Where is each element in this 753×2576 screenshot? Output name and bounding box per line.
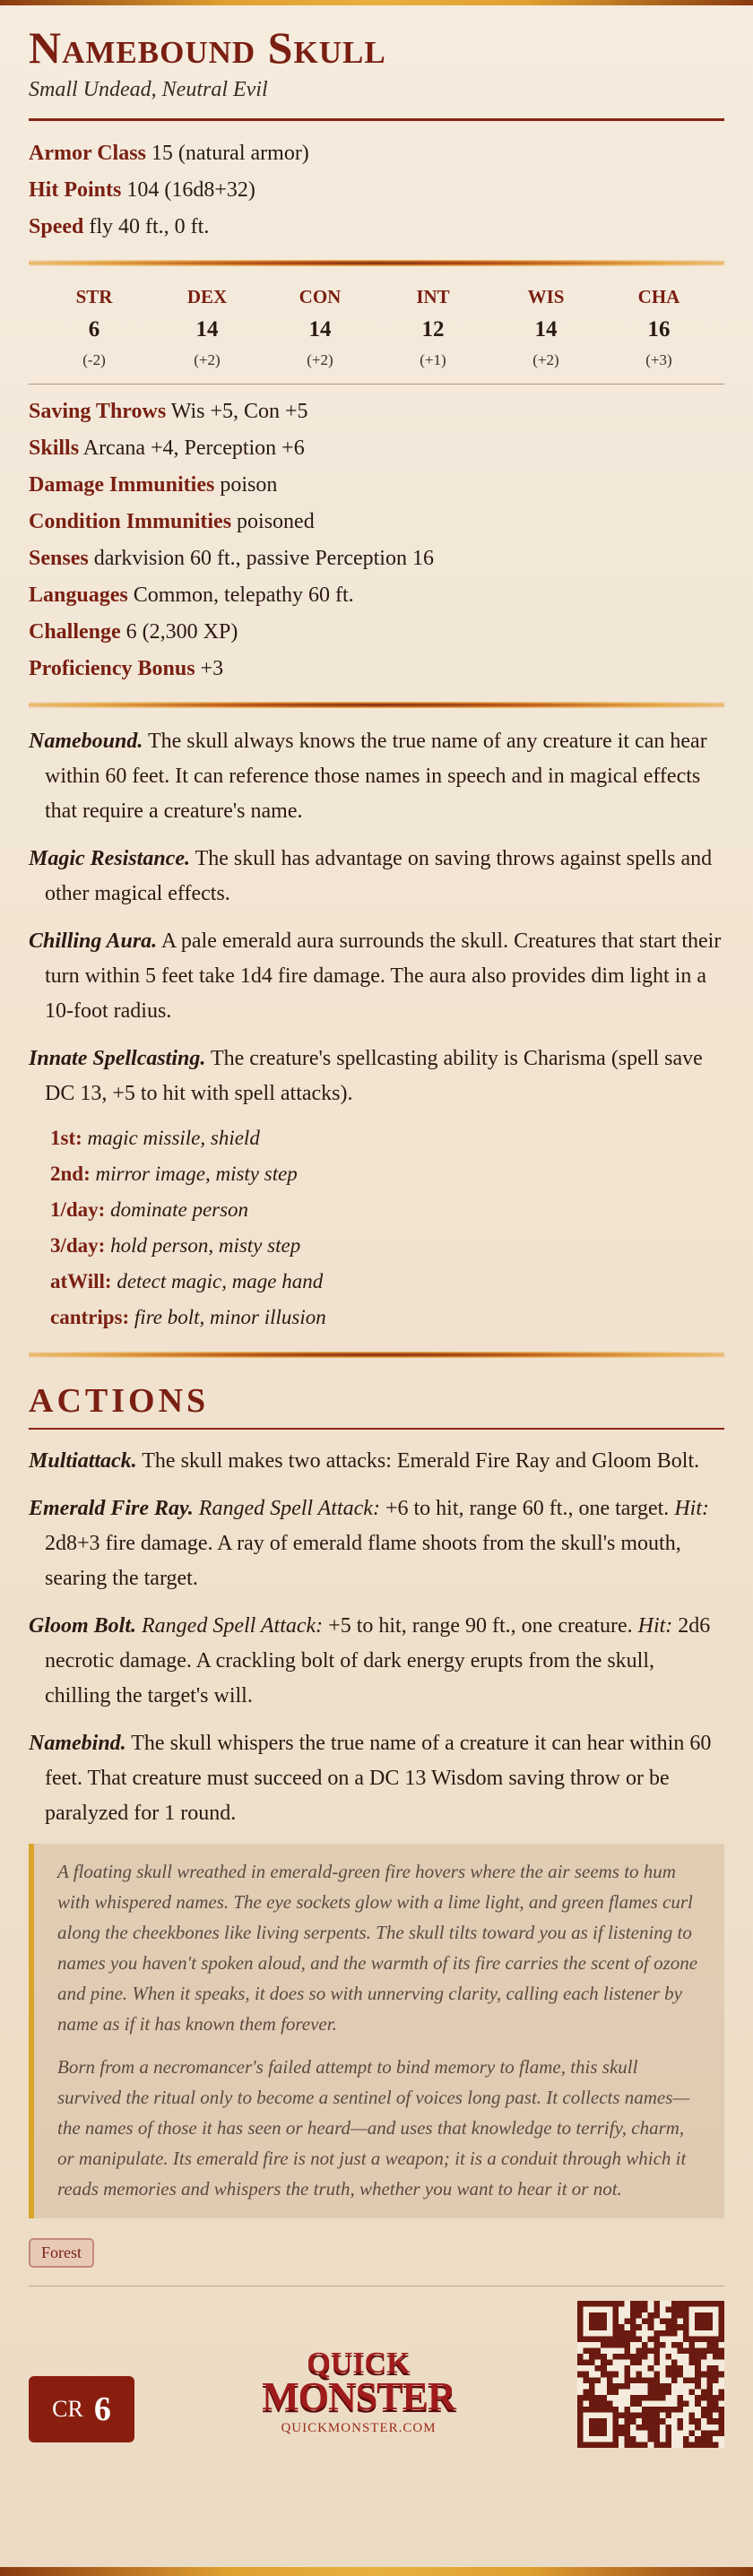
ability-name: CHA <box>637 286 680 307</box>
hit-points-label: Hit Points <box>29 178 122 202</box>
trait-text: The skull has advantage on saving throws against spells and other magical effects. <box>45 847 713 905</box>
ability-score: 14 <box>195 317 219 341</box>
trait-namebound <box>29 724 724 829</box>
detail-label: Damage Immunities <box>29 473 215 497</box>
action-text: The skull whispers the true name of a creature it can hear within 60 feet. That creature must succeed on a DC 13 Wisdom saving throw or be paralyzed for 1 round. <box>45 1732 712 1825</box>
spell-row <box>50 1192 724 1228</box>
ability-modifier: (+3) <box>645 351 672 368</box>
skills <box>29 430 724 467</box>
divider <box>29 1428 724 1430</box>
ability-score: 14 <box>534 317 558 341</box>
detail-label: Condition Immunities <box>29 510 232 533</box>
armor-class-value: 15 (natural armor) <box>151 142 309 165</box>
basic-stats <box>29 135 724 246</box>
trait-text: The skull always knows the true name of any creature it can hear within 60 feet. It can reference those names in speech and in magical effects that require a creature's name. <box>45 730 707 823</box>
divider <box>29 118 724 121</box>
quickmonster-logo[interactable] <box>251 2349 466 2436</box>
environment-tag[interactable]: Forest <box>29 2238 94 2268</box>
ability-dex <box>167 286 247 369</box>
logo-word-monster: MONSTER <box>262 2374 455 2419</box>
action-text: The skull makes two attacks: Emerald Fire Ray and Gloom Bolt. <box>142 1449 700 1473</box>
saving-throws <box>29 393 724 430</box>
spell-names: hold person, misty step <box>110 1234 301 1257</box>
action-gloom-bolt <box>29 1609 724 1714</box>
trait-text: The creature's spellcasting ability is Charisma (spell save DC 13, +5 to hit with spell attacks). <box>45 1047 703 1105</box>
action-name: Emerald Fire Ray. <box>29 1497 194 1520</box>
flavor-paragraph: Born from a necromancer's failed attempt to bind memory to flame, this skull survived the ritual only to become a sentinel of voices long past. It collects names—the names of those it has seen or heard—and uses that knowledge to terrify, charm, or manipulate. Its emerald fire is not just a weapon; it is a conduit through which it reads memories and whispers the truth, whether you want to hear it or not. <box>57 2056 690 2200</box>
damage-immunities <box>29 467 724 504</box>
trait-name: Magic Resistance. <box>29 847 190 870</box>
ability-name: STR <box>75 286 113 307</box>
cr-label: CR <box>52 2396 83 2422</box>
trait-chilling-aura <box>29 924 724 1029</box>
ability-modifier: (+2) <box>194 351 221 368</box>
ability-cha <box>619 286 699 369</box>
ability-scores <box>29 282 724 369</box>
speed-value: fly 40 ft., 0 ft. <box>89 215 210 238</box>
cr-value: 6 <box>93 2390 111 2428</box>
ability-name: CON <box>299 286 342 307</box>
hit-text: 2d8+3 fire damage. A ray of emerald flame shoots from the skull's mouth, searing the target. <box>45 1532 681 1590</box>
detail-value: Wis +5, Con +5 <box>170 400 308 423</box>
hit-label: Hit: <box>674 1497 709 1520</box>
detail-label: Proficiency Bonus <box>29 657 195 680</box>
action-name: Gloom Bolt. <box>29 1614 137 1638</box>
spell-level: 3/day: <box>50 1234 106 1257</box>
action-namebind <box>29 1726 724 1831</box>
stat-block <box>29 23 724 2448</box>
divider <box>29 1352 724 1358</box>
site-url[interactable]: QUICKMONSTER.COM <box>281 2421 437 2436</box>
traits <box>29 724 724 1111</box>
detail-value: poison <box>220 473 278 497</box>
flavor-paragraph: A floating skull wreathed in emerald-green fire hovers where the air seems to hum with whispered names. The eye sockets glow with a lime light, and green flames curl along the cheekbones like living serpents. The skull tilts toward you as if listening to names you haven't spoken aloud, and the warmth of its fire carries the scent of ozone and pine. When it speaks, it does so with unnerving clarity, calling each listener by name as if it has known them forever. <box>57 1861 698 2035</box>
trait-magic-resistance <box>29 842 724 912</box>
actions-heading: ACTIONS <box>29 1382 210 1420</box>
ability-score: 14 <box>308 317 332 341</box>
action-emerald-fire-ray <box>29 1491 724 1596</box>
senses <box>29 540 724 577</box>
detail-value: 6 (2,300 XP) <box>126 620 238 644</box>
armor-class <box>29 135 724 172</box>
spell-level: cantrips: <box>50 1306 130 1328</box>
attack-text: +6 to hit, range 60 ft., one target. <box>385 1497 670 1520</box>
spell-level: atWill: <box>50 1270 112 1292</box>
logo-word-quick: QUICK <box>307 2347 411 2380</box>
spell-row <box>50 1300 724 1336</box>
detail-value: Common, telepathy 60 ft. <box>133 583 354 607</box>
ability-int <box>393 286 473 369</box>
spell-names: detect magic, mage hand <box>117 1270 324 1292</box>
footer <box>29 2286 724 2448</box>
ability-name: INT <box>416 286 450 307</box>
ability-modifier: (-2) <box>82 351 106 368</box>
proficiency-bonus <box>29 651 724 687</box>
trait-name: Innate Spellcasting. <box>29 1047 206 1070</box>
divider <box>29 702 724 708</box>
trait-text: A pale emerald aura surrounds the skull. Creatures that start their turn within 5 feet take 1d4 fire damage. The aura also provides dim light in a 10-foot radius. <box>45 929 722 1023</box>
spell-level: 1/day: <box>50 1198 106 1221</box>
detail-value: Arcana +4, Perception +6 <box>82 437 305 460</box>
spell-names: dominate person <box>110 1198 249 1221</box>
spell-list <box>29 1120 724 1336</box>
detail-label: Senses <box>29 547 89 570</box>
trait-name: Chilling Aura. <box>29 929 158 953</box>
spell-row <box>50 1120 724 1156</box>
qr-code-icon[interactable] <box>577 2301 724 2448</box>
ability-score: 12 <box>421 317 445 341</box>
detail-label: Languages <box>29 583 128 607</box>
ability-modifier: (+1) <box>420 351 446 368</box>
ability-modifier: (+2) <box>532 351 559 368</box>
spell-names: mirror image, misty step <box>95 1163 298 1185</box>
cr-badge <box>29 2376 134 2442</box>
bottom-border <box>0 2567 753 2576</box>
flavor-text <box>29 1844 724 2218</box>
armor-class-label: Armor Class <box>29 142 146 165</box>
divider <box>29 384 724 385</box>
actions-list <box>29 1444 724 1831</box>
detail-stats <box>29 393 724 687</box>
hit-label: Hit: <box>637 1614 673 1638</box>
detail-value: poisoned <box>237 510 315 533</box>
spell-level: 2nd: <box>50 1163 91 1185</box>
ability-score: 6 <box>88 317 100 341</box>
divider <box>29 260 724 266</box>
speed <box>29 209 724 246</box>
hit-points <box>29 172 724 209</box>
ability-modifier: (+2) <box>307 351 333 368</box>
hit-points-value: 104 (16d8+32) <box>126 178 255 202</box>
ability-name: WIS <box>527 286 565 307</box>
ability-con <box>280 286 360 369</box>
detail-label: Challenge <box>29 620 121 644</box>
trait-name: Namebound. <box>29 730 143 753</box>
spell-row <box>50 1264 724 1300</box>
spell-row <box>50 1156 724 1192</box>
spell-row <box>50 1228 724 1264</box>
ability-score: 16 <box>647 317 671 341</box>
spell-level: 1st: <box>50 1127 82 1149</box>
trait-innate-spellcasting <box>29 1042 724 1111</box>
top-border <box>0 0 753 5</box>
hit-text: 2d6 necrotic damage. A crackling bolt of dark energy erupts from the skull, chilling the target's will. <box>45 1614 711 1707</box>
spell-names: magic missile, shield <box>87 1127 260 1149</box>
monster-type: Small Undead, Neutral Evil <box>29 78 268 101</box>
detail-label: Saving Throws <box>29 400 167 423</box>
condition-immunities <box>29 504 724 540</box>
detail-label: Skills <box>29 437 80 460</box>
languages <box>29 577 724 614</box>
ability-str <box>54 286 134 369</box>
monster-name: Namebound Skull <box>29 22 386 73</box>
attack-type: Ranged Spell Attack: <box>142 1614 324 1638</box>
challenge <box>29 614 724 651</box>
ability-name: DEX <box>186 286 228 307</box>
ability-wis <box>506 286 586 369</box>
action-multiattack <box>29 1444 724 1479</box>
detail-value: +3 <box>200 657 224 680</box>
action-name: Multiattack. <box>29 1449 137 1473</box>
detail-value: darkvision 60 ft., passive Perception 16 <box>93 547 434 570</box>
speed-label: Speed <box>29 215 84 238</box>
action-name: Namebind. <box>29 1732 126 1755</box>
attack-text: +5 to hit, range 90 ft., one creature. <box>328 1614 633 1638</box>
spell-names: fire bolt, minor illusion <box>134 1306 326 1328</box>
attack-type: Ranged Spell Attack: <box>198 1497 380 1520</box>
